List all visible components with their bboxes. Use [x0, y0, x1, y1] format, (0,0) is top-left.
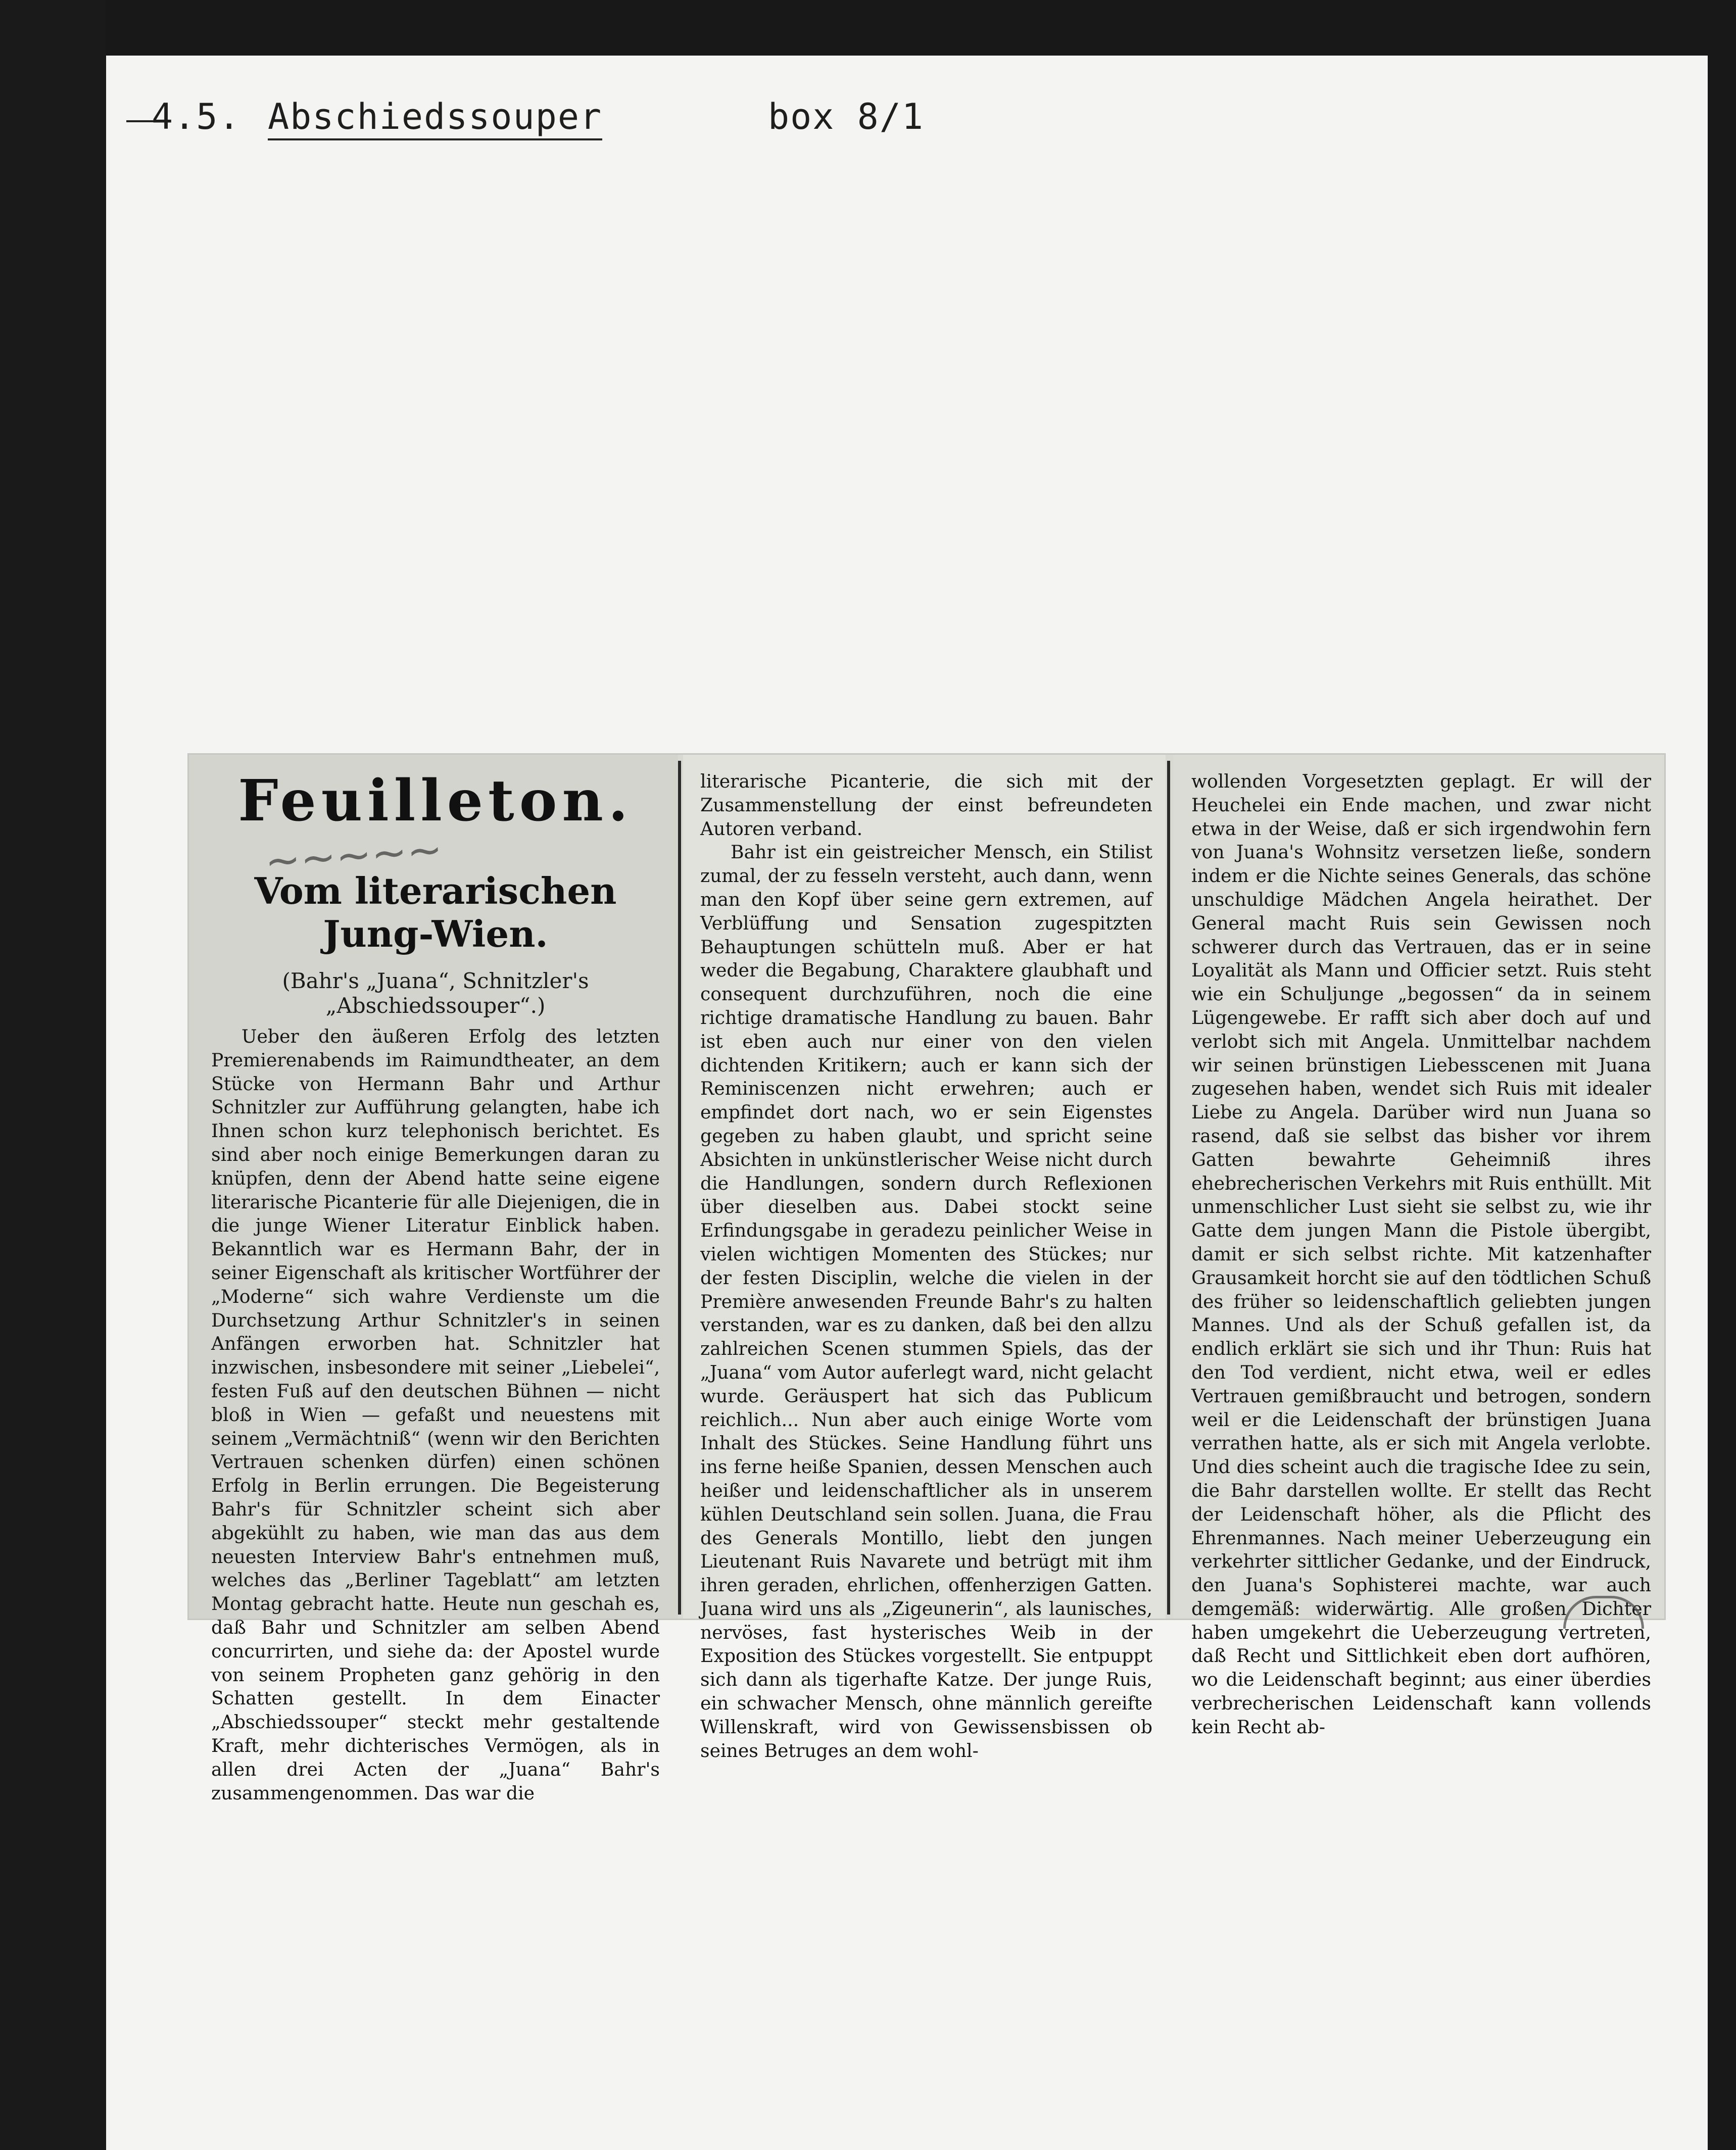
scan-left-edge	[0, 0, 106, 2150]
archive-sheet	[106, 56, 1708, 2150]
column-rule	[678, 761, 681, 1615]
column-2-paragraph-2: Bahr ist ein geistreicher Mensch, ein Stilist zumal, der zu fesseln versteht, auch dann, wenn man den Kopf über seine gern extremen, auf Verblüffung und Sensation zugespitzten Behauptungen schütteln muß. Aber er hat weder die Begabung, Charaktere glaubhaft und consequent durchzuführen, noch die eine richtige dramatische Handlung zu bauen. Bahr ist eben auch nur einer von den vielen dichtenden Kritikern; auch er kann sich der Reminiscenzen nicht erwehren; auch er empfindet dort nach, wo er sein Eigenstes gegeben zu haben glaubt, und spricht seine Absichten in unkünstlerischer Weise nicht durch die Handlungen, sondern durch Reflexionen über dieselben aus. Dabei stockt seine Erfindungsgabe in geradezu peinlicher Weise in vielen wichtigen Momenten des Stückes; nur der festen Disciplin, welche die vielen in der Première anwesenden Freunde Bahr's zu halten verstanden, war es zu danken, daß bei den allzu zahlreichen Scenen stummen Spiels, das der „Juana“ vom Autor auferlegt ward, nicht gelacht wurde. Geräuspert hat sich das Publicum reichlich... Nun aber auch einige Worte vom Inhalt des Stückes. Seine Handlung führt uns ins ferne heiße Spanien, dessen Menschen auch heißer und leidenschaftlicher als in unserem kühlen Deutschland sein sollen. Juana, die Frau des Generals Montillo, liebt den jungen Lieutenant Ruis Navarete und betrügt mit ihm ihren geraden, ehrlichen, offenherzigen Gatten. Juana wird uns als „Zigeunerin“, als launisches, nervöses, fast hysterisches Weib in der Exposition des Stückes vorgestellt. Sie entpuppt sich dann als tigerhafte Katze. Der junge Ruis, ein schwacher Mensch, ohne männlich gereifte Willenskraft, wird von Gewissensbissen ob seines Betruges an dem wohl-	[700, 841, 1152, 1762]
section-header: Feuilleton.	[238, 768, 633, 834]
clipping-column-2	[683, 755, 1166, 1762]
column-1-text: Ueber den äußeren Erfolg des letzten Premierenabends im Raimundtheater, an dem Stücke von Hermann Bahr und Arthur Schnitzler zur Aufführung gelangten, habe ich Ihnen schon kurz telephonisch berichtet. Es sind aber noch einige Bemerkungen daran zu knüpfen, denn der Abend hatte seine eigene literarische Picanterie für alle Diejenigen, die in die junge Wiener Literatur Einblick haben. Bekanntlich war es Hermann Bahr, der in seiner Eigenschaft als kritischer Wortführer der „Moderne“ sich wahre Verdienste um die Durchsetzung Arthur Schnitzler's in seinen Anfängen erworben hat. Schnitzler hat inzwischen, insbesondere mit seiner „Liebelei“, festen Fuß auf den deutschen Bühnen — nicht bloß in Wien — gefaßt und neuestens mit seinem „Vermächtniß“ (wenn wir den Berichten Vertrauen schenken dürfen) einen schönen Erfolg in Berlin errungen. Die Begeisterung Bahr's für Schnitzler scheint sich aber abgekühlt zu haben, wie man das aus dem neuesten Interview Bahr's entnehmen muß, welches das „Berliner Tageblatt“ am letzten Montag gebracht hatte. Heute nun geschah es, daß Bahr und Schnitzler am selben Abend concurrirten, und siehe da: der Apostel wurde von seinem Propheten ganz gehörig in den Schatten gestellt. In dem Einacter „Abschiedssouper“ steckt mehr gestaltende Kraft, mehr dichterisches Vermögen, als in allen drei Acten der „Juana“ Bahr's zusammengenommen. Das war die	[211, 1025, 660, 1804]
clipping-column-3	[1173, 755, 1664, 1738]
column-3-text: wollenden Vorgesetzten geplagt. Er will der Heuchelei ein Ende machen, und zwar nicht etwa in der Weise, daß er sich irgendwohin fern von Juana's Wohnsitz versetzen ließe, sondern indem er die Nichte seines Generals, das schöne unschuldige Mädchen Angela heirathet. Der General macht Ruis sein Gewissen noch schwerer durch das Vertrauen, das er in seine Loyalität als Mann und Officier setzt. Ruis steht wie ein Schuljunge „begossen“ da in seinem Lügengewebe. Er rafft sich aber doch auf und verlobt sich mit Angela. Unmittelbar nachdem wir seinen brünstigen Liebesscenen mit Juana zugesehen haben, wendet sich Ruis mit idealer Liebe zu Angela. Darüber wird nun Juana so rasend, daß sie selbst das bisher vor ihrem Gatten bewahrte Geheimniß ihres ehebrecherischen Verkehrs mit Ruis enthüllt. Mit unmenschlicher Lust sieht sie selbst zu, wie ihr Gatte dem jungen Mann die Pistole übergibt, damit er sich selbst richte. Mit katzenhafter Grausamkeit horcht sie auf den tödtlichen Schuß des früher so leidenschaftlich geliebten jungen Mannes. Und als der Schuß gefallen ist, da endlich erklärt sie sich und ihr Thun: Ruis hat den Tod verdient, nicht etwa, weil er edles Vertrauen gemißbraucht und betrogen, sondern weil er die Leidenschaft der brünstigen Juana verrathen hatte, als er sich mit Angela verlobte. Und dies scheint auch die tragische Idee zu sein, die Bahr darstellen wollte. Er stellt das Recht der Leidenschaft höher, als die Pflicht des Ehrenmannes. Nach meiner Ueberzeugung ein verkehrter sittlicher Gedanke, und der Eindruck, den Juana's Sophisterei machte, war auch demgemäß: widerwärtig. Alle großen Dichter haben umgekehrt die Ueberzeugung vertreten, daß Recht und Sittlichkeit eben dort aufhören, wo die Leidenschaft beginnt; aus einer überdies verbrecherischen Leidenschaft kann vollends kein Recht ab-	[1191, 770, 1651, 1738]
article-subtitle: (Bahr's „Juana“, Schnitzler's „Abschiedssouper“.)	[282, 968, 589, 1018]
column-rule	[1167, 761, 1170, 1615]
archive-number: 4.5.	[152, 96, 241, 137]
archive-label	[152, 96, 925, 303]
archive-title: Abschiedssouper	[268, 96, 602, 140]
clipping-column-1	[189, 755, 678, 1804]
column-2-paragraph-1: literarische Picanterie, die sich mit der Zusammenstellung der einst befreundeten Autoren verband.	[700, 770, 1152, 840]
article-title: Vom literarischen Jung-Wien.	[254, 869, 617, 955]
archive-box: box 8/1	[768, 96, 925, 137]
newspaper-clipping	[189, 755, 1664, 1804]
handwritten-note: ~~~~~	[263, 824, 444, 887]
